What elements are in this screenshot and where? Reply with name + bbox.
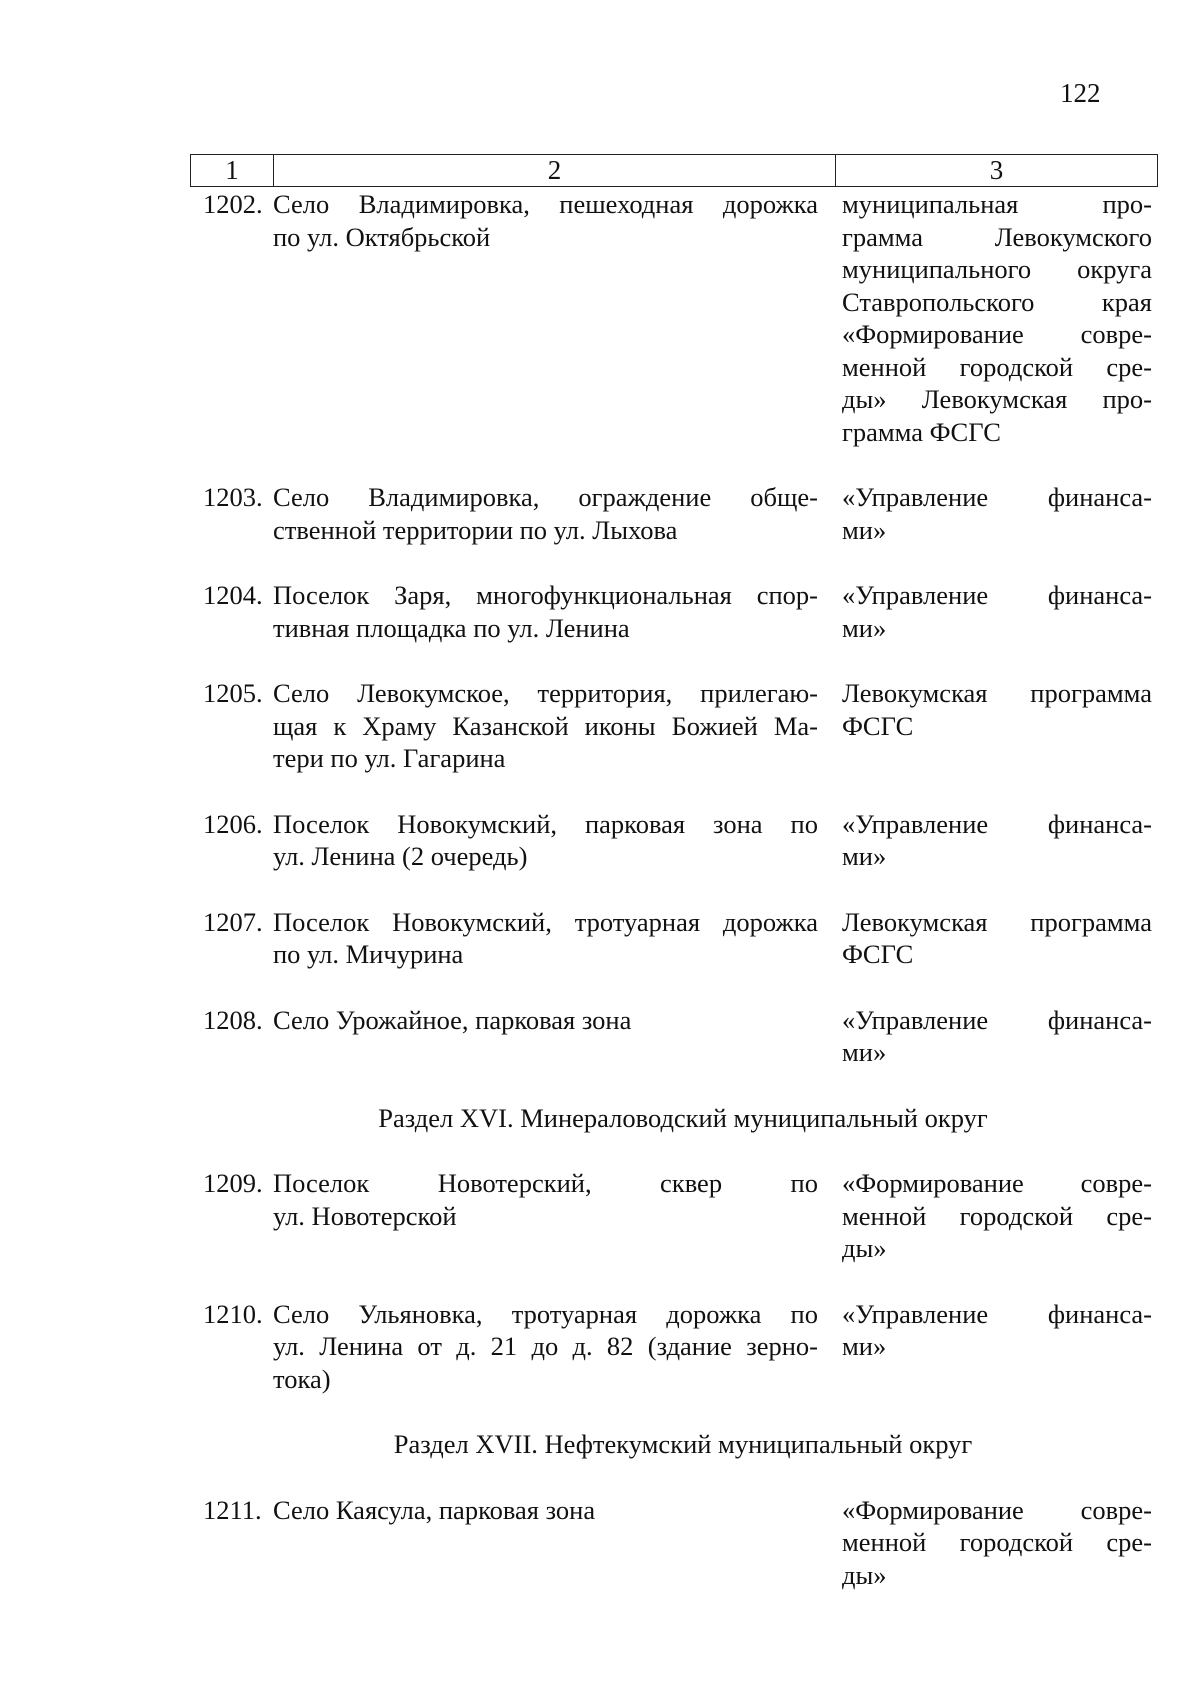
program-line: Ставропольского края xyxy=(842,286,1152,317)
table-row xyxy=(203,481,1163,546)
program-line: грамма Левокумского xyxy=(842,221,1152,252)
description-line: щая к Храму Казанской иконы Божией Ма- xyxy=(273,710,818,741)
program-name xyxy=(842,1004,1152,1069)
program-name xyxy=(842,1494,1152,1592)
program-line: «Управление финанса- xyxy=(842,482,1152,512)
program-name xyxy=(842,1167,1152,1265)
program-line: ФСГС xyxy=(842,939,914,969)
program-line: менной городской сре- xyxy=(842,1200,1152,1231)
description-line: ул. Новотерской xyxy=(273,1200,457,1231)
description-line: по ул. Октябрьской xyxy=(273,221,491,252)
program-line: ми» xyxy=(842,514,887,545)
row-number: 1206. xyxy=(203,808,263,839)
program-line: «Формирование совре- xyxy=(842,1168,1152,1198)
description-line: Село Урожайное, парковая зона xyxy=(273,1004,632,1035)
program-line: муниципальная про- xyxy=(842,189,1152,219)
table-row xyxy=(203,808,1163,873)
description-line: тока) xyxy=(273,1363,331,1394)
row-number: 1211. xyxy=(203,1494,262,1525)
program-line: Левокумская программа xyxy=(842,906,1152,937)
description-line: Село Каясула, парковая зона xyxy=(273,1494,596,1525)
section-title: Раздел XVII. Нефтекумский муниципальный округ xyxy=(393,1429,973,1459)
table-row xyxy=(203,1004,1163,1069)
program-line: грамма ФСГС xyxy=(842,416,1001,447)
object-description xyxy=(273,579,818,644)
row-number: 1207. xyxy=(203,906,263,937)
row-number: 1205. xyxy=(203,678,263,708)
row-number: 1208. xyxy=(203,1004,263,1035)
program-line: ми» xyxy=(842,612,887,643)
description-line: тивная площадка по ул. Ленина xyxy=(273,612,630,643)
page-number: 122 xyxy=(1060,78,1101,108)
table-row xyxy=(203,677,1163,775)
row-number: 1209. xyxy=(203,1168,263,1198)
table-row xyxy=(203,188,1163,448)
row-number: 1203. xyxy=(203,482,263,512)
program-line: ды» xyxy=(842,1233,887,1263)
program-name xyxy=(842,906,1152,971)
program-line: ды» xyxy=(842,1559,887,1590)
program-line: муниципального округа xyxy=(842,254,1152,284)
program-line: «Управление финанса- xyxy=(842,580,1152,610)
description-line: Поселок Заря, многофункциональная спор- xyxy=(273,580,818,610)
description-line: Село Владимировка, ограждение обще- xyxy=(273,482,818,512)
object-description xyxy=(273,481,818,546)
table-body xyxy=(203,188,1163,1591)
program-name xyxy=(842,1298,1152,1396)
program-line: Левокумская программа xyxy=(842,678,1152,708)
object-description xyxy=(273,188,818,448)
table-row xyxy=(203,1494,1163,1592)
program-name xyxy=(842,481,1152,546)
description-line: Поселок Новотерский, сквер по xyxy=(273,1168,818,1198)
description-line: ул. Ленина (2 очередь) xyxy=(273,841,528,871)
program-line: «Управление финанса- xyxy=(842,1298,1152,1329)
table-row xyxy=(203,1167,1163,1265)
row-number: 1210. xyxy=(203,1298,263,1329)
program-line: ми» xyxy=(842,841,887,871)
object-description xyxy=(273,677,818,775)
section-title: Раздел XVI. Минераловодский муниципальный округ xyxy=(378,1102,988,1133)
row-number: 1204. xyxy=(203,580,263,610)
description-line: Поселок Новокумский, тротуарная дорожка xyxy=(273,906,818,937)
description-line: по ул. Мичурина xyxy=(273,939,464,969)
program-name xyxy=(842,188,1152,448)
program-line: «Формирование совре- xyxy=(842,1494,1152,1525)
object-description xyxy=(273,1004,818,1069)
program-line: ды» Левокумская про- xyxy=(842,384,1152,414)
program-line: менной городской сре- xyxy=(842,351,1152,382)
table-row xyxy=(203,579,1163,644)
table-header-col-2: 2 xyxy=(274,155,836,186)
description-line: Село Владимировка, пешеходная дорожка xyxy=(273,189,818,219)
program-line: ми» xyxy=(842,1037,887,1067)
program-line: ФСГС xyxy=(842,710,914,741)
description-line: Село Ульяновка, тротуарная дорожка по xyxy=(273,1298,818,1329)
object-description xyxy=(273,1167,818,1265)
table-row xyxy=(203,906,1163,971)
description-line: Село Левокумское, территория, прилегаю- xyxy=(273,678,818,708)
row-number: 1202. xyxy=(203,189,263,219)
program-line: ми» xyxy=(842,1331,887,1361)
description-line: ул. Ленина от д. 21 до д. 82 (здание зерно- xyxy=(273,1331,818,1361)
program-name xyxy=(842,677,1152,775)
object-description xyxy=(273,1494,818,1592)
description-line: ственной территории по ул. Лыхова xyxy=(273,514,678,545)
object-description xyxy=(273,808,818,873)
program-line: менной городской сре- xyxy=(842,1527,1152,1557)
program-line: «Управление финанса- xyxy=(842,1004,1152,1035)
table-header-col-3: 3 xyxy=(989,155,1004,185)
program-name xyxy=(842,808,1152,873)
table-header-col-1: 1 xyxy=(191,155,274,186)
object-description xyxy=(273,1298,818,1396)
object-description xyxy=(273,906,818,971)
table-row xyxy=(203,1298,1163,1396)
description-line: тери по ул. Гагарина xyxy=(273,743,506,773)
program-line: «Управление финанса- xyxy=(842,808,1152,839)
description-line: Поселок Новокумский, парковая зона по xyxy=(273,808,818,839)
program-name xyxy=(842,579,1152,644)
table-header-row xyxy=(190,154,1158,187)
program-line: «Формирование совре- xyxy=(842,319,1152,349)
